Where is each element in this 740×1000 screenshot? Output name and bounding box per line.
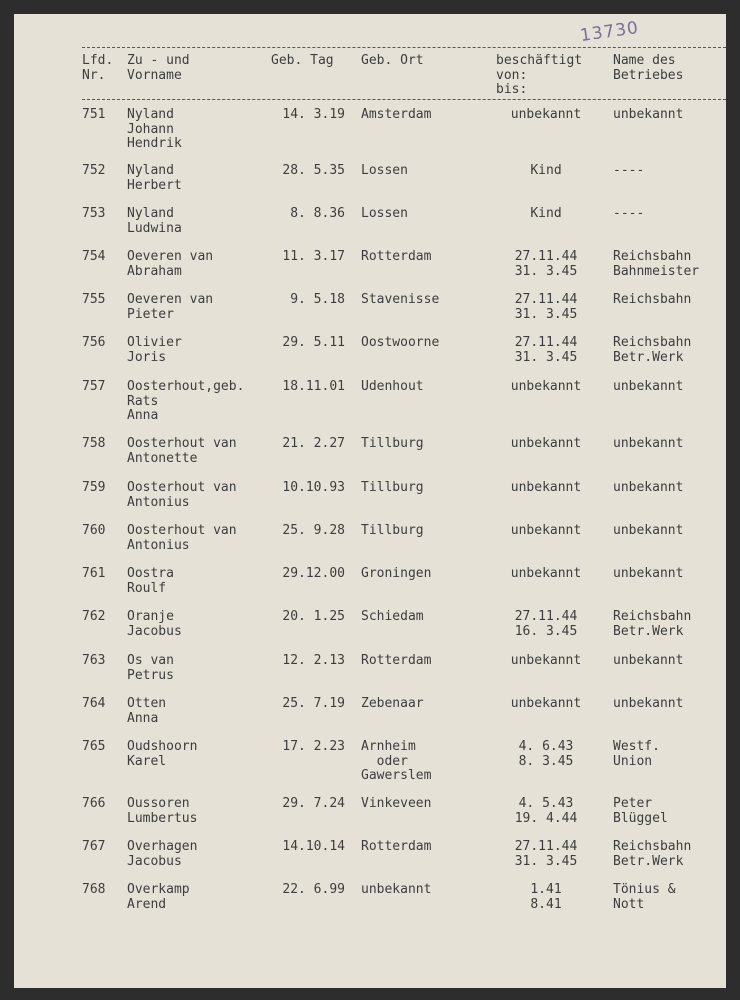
birth-place: Vinkeveen	[361, 796, 432, 811]
employment-period: unbekannt	[510, 566, 582, 581]
person-name: Os van Petrus	[127, 653, 174, 683]
person-name: Overkamp Arend	[127, 882, 190, 912]
person-name: Oeveren van Pieter	[127, 292, 214, 322]
table-row	[14, 481, 726, 521]
entry-number: 763	[82, 653, 106, 668]
employment-period: unbekannt	[510, 523, 582, 538]
header-name: Zu - und Vorname	[127, 53, 190, 83]
entry-number: 768	[82, 882, 106, 897]
birth-place: Oostwoorne	[361, 335, 440, 350]
birth-place: unbekannt	[361, 882, 432, 897]
employment-period: unbekannt	[510, 696, 582, 711]
entry-number: 754	[82, 249, 106, 264]
entry-number: 767	[82, 839, 106, 854]
birth-date: 17. 2.23	[282, 739, 345, 754]
archive-number-stamp: 13730	[578, 17, 641, 47]
table-row	[14, 293, 726, 333]
company-name: ----	[613, 206, 645, 221]
birth-date: 11. 3.17	[282, 249, 345, 264]
birth-date: 25. 9.28	[282, 523, 345, 538]
company-name: Reichsbahn	[613, 292, 692, 307]
table-row	[14, 207, 726, 247]
entry-number: 751	[82, 107, 106, 122]
table-row	[14, 379, 726, 423]
birth-date: 8. 8.36	[290, 206, 345, 221]
person-name: Oeveren van Abraham	[127, 249, 214, 279]
table-row	[14, 107, 726, 151]
person-name: Overhagen Jacobus	[127, 839, 198, 869]
table-row	[14, 610, 726, 650]
table-row	[14, 336, 726, 376]
company-name: Tönius & Nott	[613, 882, 676, 912]
employment-period: unbekannt	[510, 107, 582, 122]
birth-place: Schiedam	[361, 609, 424, 624]
table-row	[14, 164, 726, 204]
birth-place: Tillburg	[361, 523, 424, 538]
birth-place: Udenhout	[361, 379, 424, 394]
company-name: unbekannt	[613, 653, 684, 668]
employment-period: 27.11.44 31. 3.45	[514, 249, 578, 279]
person-name: Oosterhout,geb. Rats Anna	[127, 379, 245, 423]
birth-place: Arnheim oder Gawerslem	[361, 739, 432, 783]
entry-number: 752	[82, 163, 106, 178]
entry-number: 753	[82, 206, 106, 221]
person-name: Nyland Johann Hendrik	[127, 107, 182, 151]
employment-period: unbekannt	[510, 653, 582, 668]
table-row	[14, 797, 726, 837]
birth-place: Zebenaar	[361, 696, 424, 711]
birth-date: 10.10.93	[282, 480, 345, 495]
table-row	[14, 697, 726, 737]
header-firm: Name des Betriebes	[613, 53, 684, 83]
employment-period: 27.11.44 31. 3.45	[514, 839, 578, 869]
entry-number: 759	[82, 480, 106, 495]
company-name: Reichsbahn Bahnmeister	[613, 249, 700, 279]
person-name: Oranje Jacobus	[127, 609, 182, 639]
employment-period: Kind	[530, 163, 562, 178]
birth-place: Stavenisse	[361, 292, 440, 307]
header-top-rule	[82, 47, 726, 48]
header-employed: beschäftigt von: bis:	[496, 53, 583, 97]
table-row	[14, 840, 726, 880]
entry-number: 766	[82, 796, 106, 811]
entry-number: 765	[82, 739, 106, 754]
header-nr: Lfd. Nr.	[82, 53, 114, 83]
employment-period: 27.11.44 16. 3.45	[514, 609, 578, 639]
company-name: Peter Blüggel	[613, 796, 668, 826]
birth-place: Rotterdam	[361, 249, 432, 264]
person-name: Oudshoorn Karel	[127, 739, 198, 769]
company-name: unbekannt	[613, 379, 684, 394]
person-name: Oosterhout van Antonius	[127, 523, 237, 553]
person-name: Oostra Roulf	[127, 566, 174, 596]
table-row	[14, 654, 726, 694]
employment-period: unbekannt	[510, 379, 582, 394]
birth-place: Lossen	[361, 206, 408, 221]
entry-number: 762	[82, 609, 106, 624]
table-row	[14, 883, 726, 923]
company-name: Reichsbahn Betr.Werk	[613, 335, 692, 365]
birth-date: 29. 7.24	[282, 796, 345, 811]
company-name: unbekannt	[613, 107, 684, 122]
birth-place: Tillburg	[361, 436, 424, 451]
header-birth-date: Geb. Tag	[271, 53, 334, 68]
birth-date: 29.12.00	[282, 566, 345, 581]
birth-date: 20. 1.25	[282, 609, 345, 624]
entry-number: 756	[82, 335, 106, 350]
birth-date: 22. 6.99	[282, 882, 345, 897]
table-row	[14, 524, 726, 564]
birth-date: 21. 2.27	[282, 436, 345, 451]
person-name: Oosterhout van Antonius	[127, 480, 237, 510]
company-name: Reichsbahn Betr.Werk	[613, 839, 692, 869]
birth-date: 18.11.01	[282, 379, 345, 394]
entry-number: 757	[82, 379, 106, 394]
table-row	[14, 437, 726, 477]
header-birth-place: Geb. Ort	[361, 53, 424, 68]
employment-period: 27.11.44 31. 3.45	[514, 335, 578, 365]
employment-period: unbekannt	[510, 436, 582, 451]
birth-place: Amsterdam	[361, 107, 432, 122]
employment-period: 1.41 8.41	[530, 882, 562, 912]
birth-date: 14.10.14	[282, 839, 345, 854]
person-name: Oussoren Lumbertus	[127, 796, 198, 826]
person-name: Nyland Herbert	[127, 163, 182, 193]
entry-number: 755	[82, 292, 106, 307]
birth-date: 25. 7.19	[282, 696, 345, 711]
employment-period: 27.11.44 31. 3.45	[514, 292, 578, 322]
birth-date: 12. 2.13	[282, 653, 345, 668]
table-row	[14, 567, 726, 607]
company-name: unbekannt	[613, 480, 684, 495]
table-row	[14, 250, 726, 290]
company-name: unbekannt	[613, 696, 684, 711]
birth-date: 9. 5.18	[290, 292, 345, 307]
person-name: Otten Anna	[127, 696, 167, 726]
birth-place: Tillburg	[361, 480, 424, 495]
person-name: Olivier Joris	[127, 335, 182, 365]
table-row	[14, 739, 726, 783]
employment-period: 4. 6.43 8. 3.45	[518, 739, 574, 769]
person-name: Nyland Ludwina	[127, 206, 182, 236]
birth-place: Rotterdam	[361, 839, 432, 854]
document-page	[14, 14, 726, 988]
company-name: unbekannt	[613, 436, 684, 451]
birth-date: 29. 5.11	[282, 335, 345, 350]
birth-place: Groningen	[361, 566, 432, 581]
employment-period: Kind	[530, 206, 562, 221]
employment-period: unbekannt	[510, 480, 582, 495]
company-name: unbekannt	[613, 523, 684, 538]
entry-number: 758	[82, 436, 106, 451]
person-name: Oosterhout van Antonette	[127, 436, 237, 466]
birth-date: 14. 3.19	[282, 107, 345, 122]
entry-number: 760	[82, 523, 106, 538]
company-name: Reichsbahn Betr.Werk	[613, 609, 692, 639]
entry-number: 764	[82, 696, 106, 711]
company-name: unbekannt	[613, 566, 684, 581]
employment-period: 4. 5.43 19. 4.44	[514, 796, 578, 826]
birth-place: Lossen	[361, 163, 408, 178]
header-bottom-rule	[82, 99, 726, 100]
company-name: Westf. Union	[613, 739, 660, 769]
birth-date: 28. 5.35	[282, 163, 345, 178]
entry-number: 761	[82, 566, 106, 581]
birth-place: Rotterdam	[361, 653, 432, 668]
company-name: ----	[613, 163, 645, 178]
